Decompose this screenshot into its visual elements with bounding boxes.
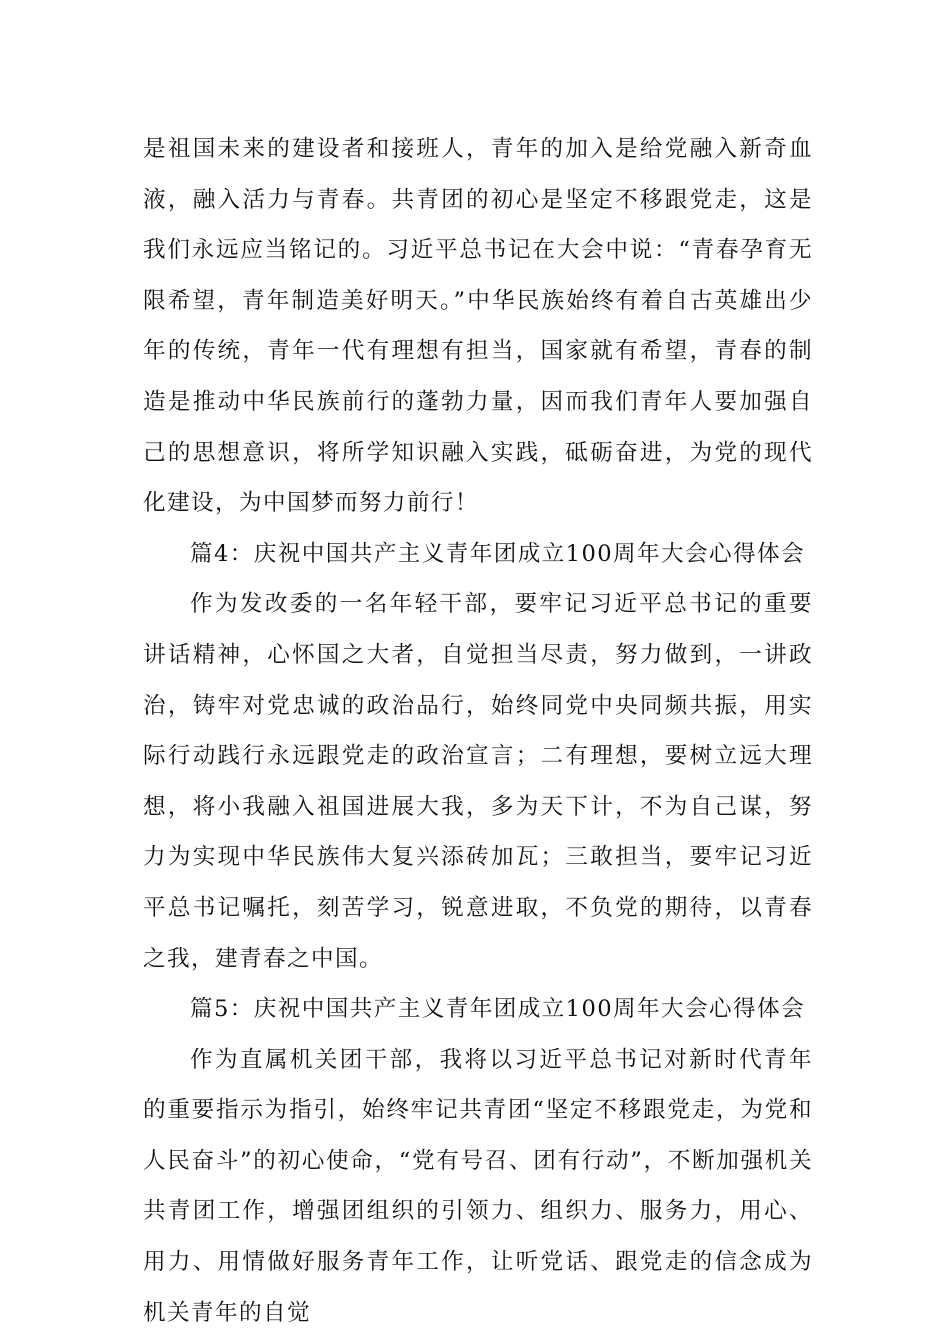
section-heading-4: 篇4：庆祝中国共产主义青年团成立100周年大会心得体会 bbox=[190, 540, 805, 567]
section-heading-5: 篇5：庆祝中国共产主义青年团成立100周年大会心得体会 bbox=[190, 996, 805, 1023]
body-paragraph-3: 作为直属机关团干部，我将以习近平总书记对新时代青年的重要指示为指引，始终牢记共青团“坚定不移跟党走，为党和人民奋斗”的初心使命，“党有号召、团有行动”，不断加强机关共青团工作，增强团组织的引领力、组织力、服务力，用心、用力、用情做好服务青年工作，让听党话、跟党走的信念成为机关青年的自觉 bbox=[143, 1046, 813, 1326]
body-paragraph-2: 作为发改委的一名年轻干部，要牢记习近平总书记的重要讲话精神，心怀国之大者，自觉担当尽责，努力做到，一讲政治，铸牢对党忠诚的政治品行，始终同党中央同频共振，用实际行动践行永远跟党走的政治宣言；二有理想，要树立远大理想，将小我融入祖国进展大我，多为天下计，不为自己谋，努力为实现中华民族伟大复兴添砖加瓦；三敢担当，要牢记习近平总书记嘱托，刻苦学习，锐意进取，不负党的期待，以青春之我，建青春之中国。 bbox=[143, 591, 813, 972]
body-paragraph-1: 是祖国未来的建设者和接班人，青年的加入是给党融入新奇血液，融入活力与青春。共青团的初心是坚定不移跟党走，这是我们永远应当铭记的。习近平总书记在大会中说：“青春孕育无限希望，青年制造美好明天。”中华民族始终有着自古英雄出少年的传统，青年一代有理想有担当，国家就有希望，青春的制造是推动中华民族前行的蓬勃力量，因而我们青年人要加强自己的思想意识，将所学知识融入实践，砥砺奋进，为党的现代化建设，为中国梦而努力前行！ bbox=[143, 136, 813, 517]
document-page bbox=[143, 124, 813, 1338]
